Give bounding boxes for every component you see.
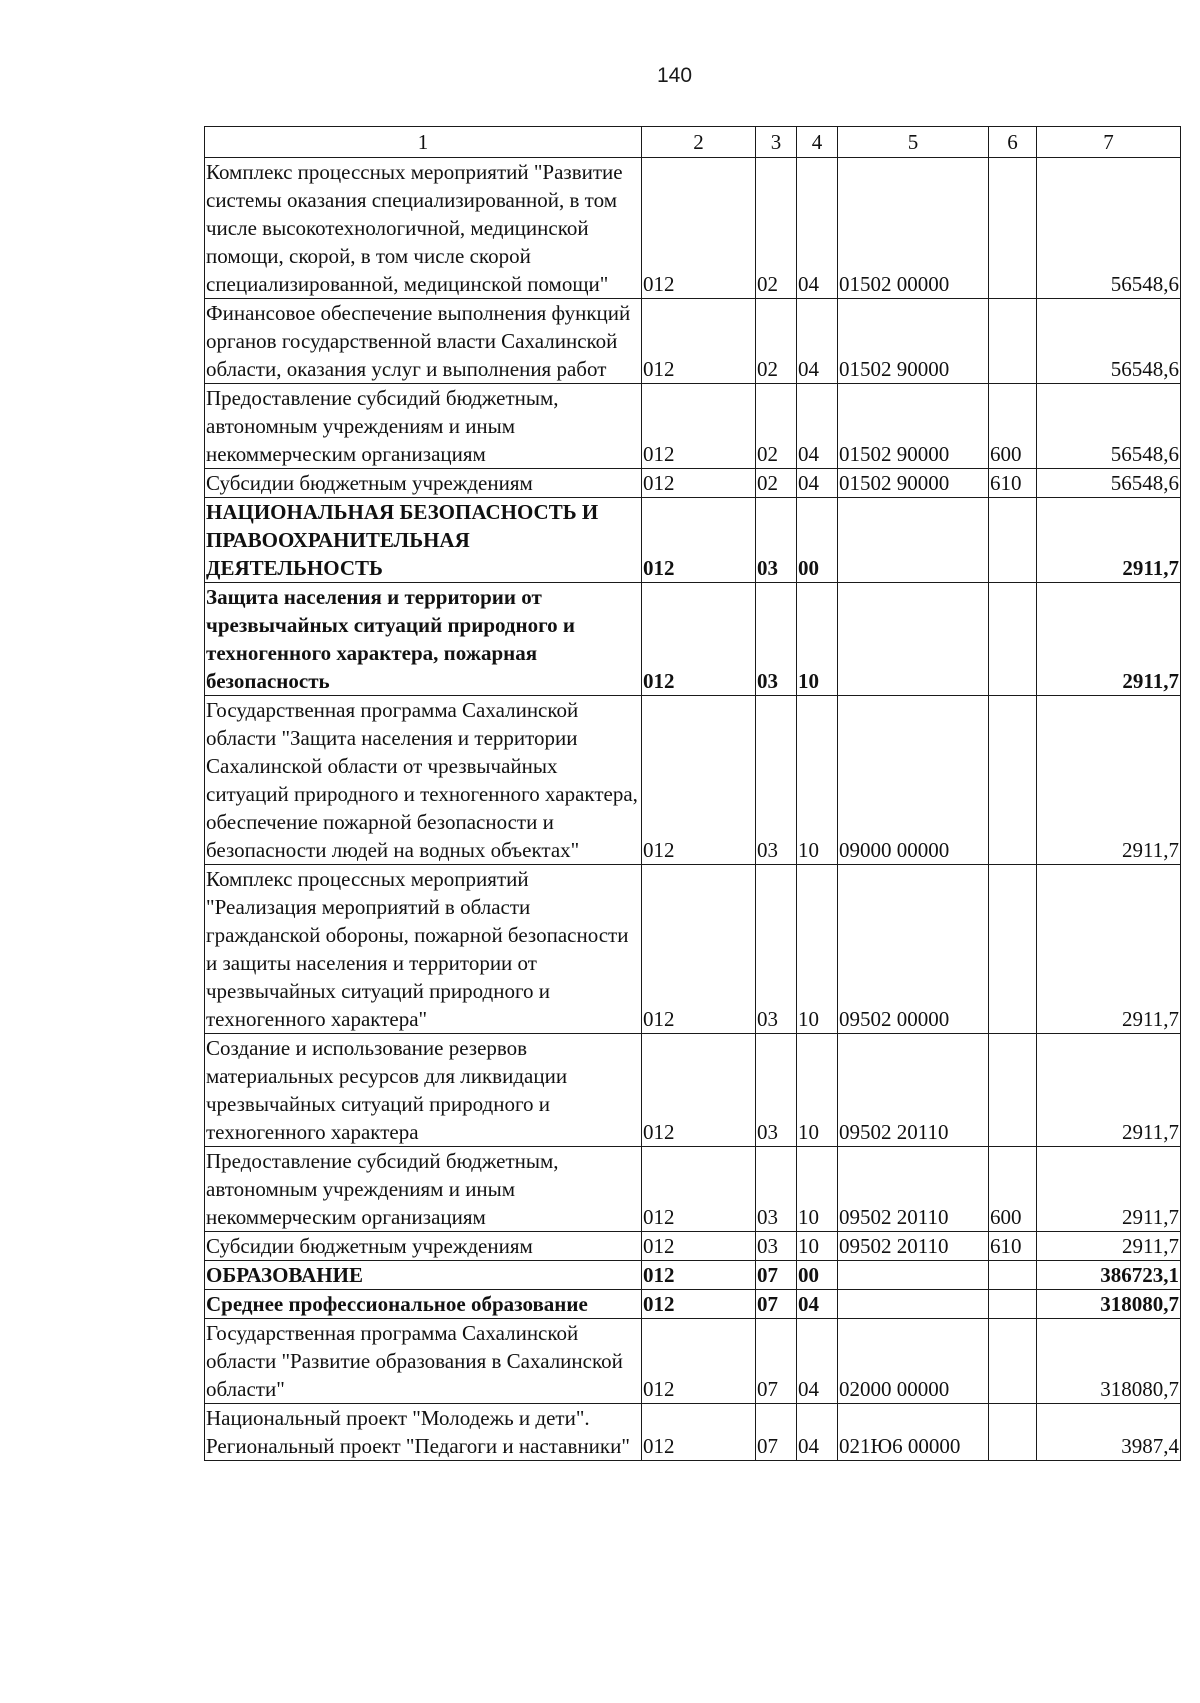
target-article-cell: 09502 20110 bbox=[838, 1034, 989, 1147]
expense-type-cell bbox=[989, 1404, 1037, 1461]
budget-table bbox=[204, 126, 1181, 1461]
ministry-code-cell: 012 bbox=[642, 1290, 756, 1319]
table-row bbox=[205, 498, 1181, 583]
header-cell: 7 bbox=[1037, 127, 1181, 158]
subsection-code-cell: 10 bbox=[797, 865, 838, 1034]
item-name-cell: Среднее профессиональное образование bbox=[205, 1290, 642, 1319]
subsection-code-cell: 04 bbox=[797, 1404, 838, 1461]
expense-type-cell bbox=[989, 299, 1037, 384]
ministry-code-cell: 012 bbox=[642, 299, 756, 384]
target-article-cell: 09502 00000 bbox=[838, 865, 989, 1034]
amount-cell: 318080,7 bbox=[1037, 1290, 1181, 1319]
table-header-row bbox=[205, 127, 1181, 158]
amount-cell: 386723,1 bbox=[1037, 1261, 1181, 1290]
amount-cell: 2911,7 bbox=[1037, 696, 1181, 865]
amount-cell: 2911,7 bbox=[1037, 1147, 1181, 1232]
target-article-cell: 09502 20110 bbox=[838, 1147, 989, 1232]
item-name-cell: Национальный проект "Молодежь и дети". Региональный проект "Педагоги и наставники" bbox=[205, 1404, 642, 1461]
expense-type-cell bbox=[989, 696, 1037, 865]
subsection-code-cell: 04 bbox=[797, 299, 838, 384]
expense-type-cell: 610 bbox=[989, 1232, 1037, 1261]
table-row bbox=[205, 583, 1181, 696]
table-row bbox=[205, 1319, 1181, 1404]
section-code-cell: 02 bbox=[756, 299, 797, 384]
amount-cell: 2911,7 bbox=[1037, 1232, 1181, 1261]
expense-type-cell bbox=[989, 1034, 1037, 1147]
subsection-code-cell: 10 bbox=[797, 696, 838, 865]
table-row bbox=[205, 1232, 1181, 1261]
target-article-cell bbox=[838, 498, 989, 583]
amount-cell: 56548,6 bbox=[1037, 299, 1181, 384]
section-code-cell: 07 bbox=[756, 1261, 797, 1290]
target-article-cell: 01502 00000 bbox=[838, 158, 989, 299]
header-cell: 5 bbox=[838, 127, 989, 158]
subsection-code-cell: 10 bbox=[797, 1147, 838, 1232]
ministry-code-cell: 012 bbox=[642, 865, 756, 1034]
subsection-code-cell: 10 bbox=[797, 1232, 838, 1261]
target-article-cell: 021Ю6 00000 bbox=[838, 1404, 989, 1461]
item-name-cell: Комплекс процессных мероприятий "Реализация мероприятий в области гражданской обороны, пожарной безопасности и защиты населения и территории от чрезвычайных ситуаций природного и техногенного характера" bbox=[205, 865, 642, 1034]
subsection-code-cell: 00 bbox=[797, 498, 838, 583]
header-cell: 3 bbox=[756, 127, 797, 158]
target-article-cell: 09502 20110 bbox=[838, 1232, 989, 1261]
section-code-cell: 03 bbox=[756, 865, 797, 1034]
expense-type-cell bbox=[989, 498, 1037, 583]
section-code-cell: 03 bbox=[756, 1034, 797, 1147]
amount-cell: 56548,6 bbox=[1037, 158, 1181, 299]
item-name-cell: ОБРАЗОВАНИЕ bbox=[205, 1261, 642, 1290]
expense-type-cell bbox=[989, 583, 1037, 696]
ministry-code-cell: 012 bbox=[642, 1147, 756, 1232]
header-cell: 1 bbox=[205, 127, 642, 158]
ministry-code-cell: 012 bbox=[642, 384, 756, 469]
table-row bbox=[205, 1404, 1181, 1461]
section-code-cell: 07 bbox=[756, 1290, 797, 1319]
amount-cell: 2911,7 bbox=[1037, 498, 1181, 583]
table-row bbox=[205, 1261, 1181, 1290]
ministry-code-cell: 012 bbox=[642, 469, 756, 498]
ministry-code-cell: 012 bbox=[642, 583, 756, 696]
item-name-cell: Финансовое обеспечение выполнения функций органов государственной власти Сахалинской области, оказания услуг и выполнения работ bbox=[205, 299, 642, 384]
target-article-cell: 01502 90000 bbox=[838, 299, 989, 384]
ministry-code-cell: 012 bbox=[642, 1404, 756, 1461]
amount-cell: 2911,7 bbox=[1037, 865, 1181, 1034]
ministry-code-cell: 012 bbox=[642, 1034, 756, 1147]
table-row bbox=[205, 384, 1181, 469]
subsection-code-cell: 04 bbox=[797, 1290, 838, 1319]
item-name-cell: Комплекс процессных мероприятий "Развитие системы оказания специализированной, в том числе высокотехнологичной, медицинской помощи, скорой, в том числе скорой специализированной, медицинской помощи" bbox=[205, 158, 642, 299]
subsection-code-cell: 04 bbox=[797, 158, 838, 299]
target-article-cell: 01502 90000 bbox=[838, 469, 989, 498]
table-row bbox=[205, 1034, 1181, 1147]
page-number: 140 bbox=[656, 64, 693, 87]
amount-cell: 56548,6 bbox=[1037, 384, 1181, 469]
amount-cell: 2911,7 bbox=[1037, 583, 1181, 696]
ministry-code-cell: 012 bbox=[642, 158, 756, 299]
item-name-cell: Государственная программа Сахалинской области "Развитие образования в Сахалинской области" bbox=[205, 1319, 642, 1404]
item-name-cell: Создание и использование резервов материальных ресурсов для ликвидации чрезвычайных ситуаций природного и техногенного характера bbox=[205, 1034, 642, 1147]
section-code-cell: 03 bbox=[756, 583, 797, 696]
table-row bbox=[205, 299, 1181, 384]
ministry-code-cell: 012 bbox=[642, 1319, 756, 1404]
table-row bbox=[205, 1290, 1181, 1319]
section-code-cell: 02 bbox=[756, 384, 797, 469]
section-code-cell: 03 bbox=[756, 498, 797, 583]
item-name-cell: Государственная программа Сахалинской области "Защита населения и территории Сахалинской области от чрезвычайных ситуаций природного и техногенного характера, обеспечение пожарной безопасности и безопасности людей на водных объектах" bbox=[205, 696, 642, 865]
header-cell: 2 bbox=[642, 127, 756, 158]
subsection-code-cell: 04 bbox=[797, 469, 838, 498]
target-article-cell: 09000 00000 bbox=[838, 696, 989, 865]
ministry-code-cell: 012 bbox=[642, 696, 756, 865]
subsection-code-cell: 04 bbox=[797, 384, 838, 469]
section-code-cell: 03 bbox=[756, 1232, 797, 1261]
target-article-cell bbox=[838, 583, 989, 696]
item-name-cell: Защита населения и территории от чрезвычайных ситуаций природного и техногенного характера, пожарная безопасность bbox=[205, 583, 642, 696]
table-row bbox=[205, 469, 1181, 498]
section-code-cell: 03 bbox=[756, 696, 797, 865]
item-name-cell: Субсидии бюджетным учреждениям bbox=[205, 1232, 642, 1261]
target-article-cell: 02000 00000 bbox=[838, 1319, 989, 1404]
section-code-cell: 02 bbox=[756, 158, 797, 299]
expense-type-cell bbox=[989, 1261, 1037, 1290]
item-name-cell: Предоставление субсидий бюджетным, автономным учреждениям и иным некоммерческим организациям bbox=[205, 1147, 642, 1232]
expense-type-cell bbox=[989, 1290, 1037, 1319]
target-article-cell bbox=[838, 1290, 989, 1319]
header-cell: 4 bbox=[797, 127, 838, 158]
target-article-cell bbox=[838, 1261, 989, 1290]
subsection-code-cell: 10 bbox=[797, 1034, 838, 1147]
amount-cell: 3987,4 bbox=[1037, 1404, 1181, 1461]
expense-type-cell: 610 bbox=[989, 469, 1037, 498]
amount-cell: 56548,6 bbox=[1037, 469, 1181, 498]
expense-type-cell bbox=[989, 158, 1037, 299]
section-code-cell: 03 bbox=[756, 1147, 797, 1232]
ministry-code-cell: 012 bbox=[642, 1232, 756, 1261]
subsection-code-cell: 04 bbox=[797, 1319, 838, 1404]
expense-type-cell bbox=[989, 1319, 1037, 1404]
table-row bbox=[205, 1147, 1181, 1232]
section-code-cell: 07 bbox=[756, 1319, 797, 1404]
amount-cell: 2911,7 bbox=[1037, 1034, 1181, 1147]
expense-type-cell: 600 bbox=[989, 384, 1037, 469]
ministry-code-cell: 012 bbox=[642, 1261, 756, 1290]
table-row bbox=[205, 865, 1181, 1034]
expense-type-cell bbox=[989, 865, 1037, 1034]
ministry-code-cell: 012 bbox=[642, 498, 756, 583]
item-name-cell: Субсидии бюджетным учреждениям bbox=[205, 469, 642, 498]
item-name-cell: Предоставление субсидий бюджетным, автономным учреждениям и иным некоммерческим организациям bbox=[205, 384, 642, 469]
subsection-code-cell: 10 bbox=[797, 583, 838, 696]
subsection-code-cell: 00 bbox=[797, 1261, 838, 1290]
header-cell: 6 bbox=[989, 127, 1037, 158]
item-name-cell: НАЦИОНАЛЬНАЯ БЕЗОПАСНОСТЬ И ПРАВООХРАНИТЕЛЬНАЯ ДЕЯТЕЛЬНОСТЬ bbox=[205, 498, 642, 583]
amount-cell: 318080,7 bbox=[1037, 1319, 1181, 1404]
table-row bbox=[205, 696, 1181, 865]
section-code-cell: 02 bbox=[756, 469, 797, 498]
target-article-cell: 01502 90000 bbox=[838, 384, 989, 469]
table-row bbox=[205, 158, 1181, 299]
expense-type-cell: 600 bbox=[989, 1147, 1037, 1232]
section-code-cell: 07 bbox=[756, 1404, 797, 1461]
